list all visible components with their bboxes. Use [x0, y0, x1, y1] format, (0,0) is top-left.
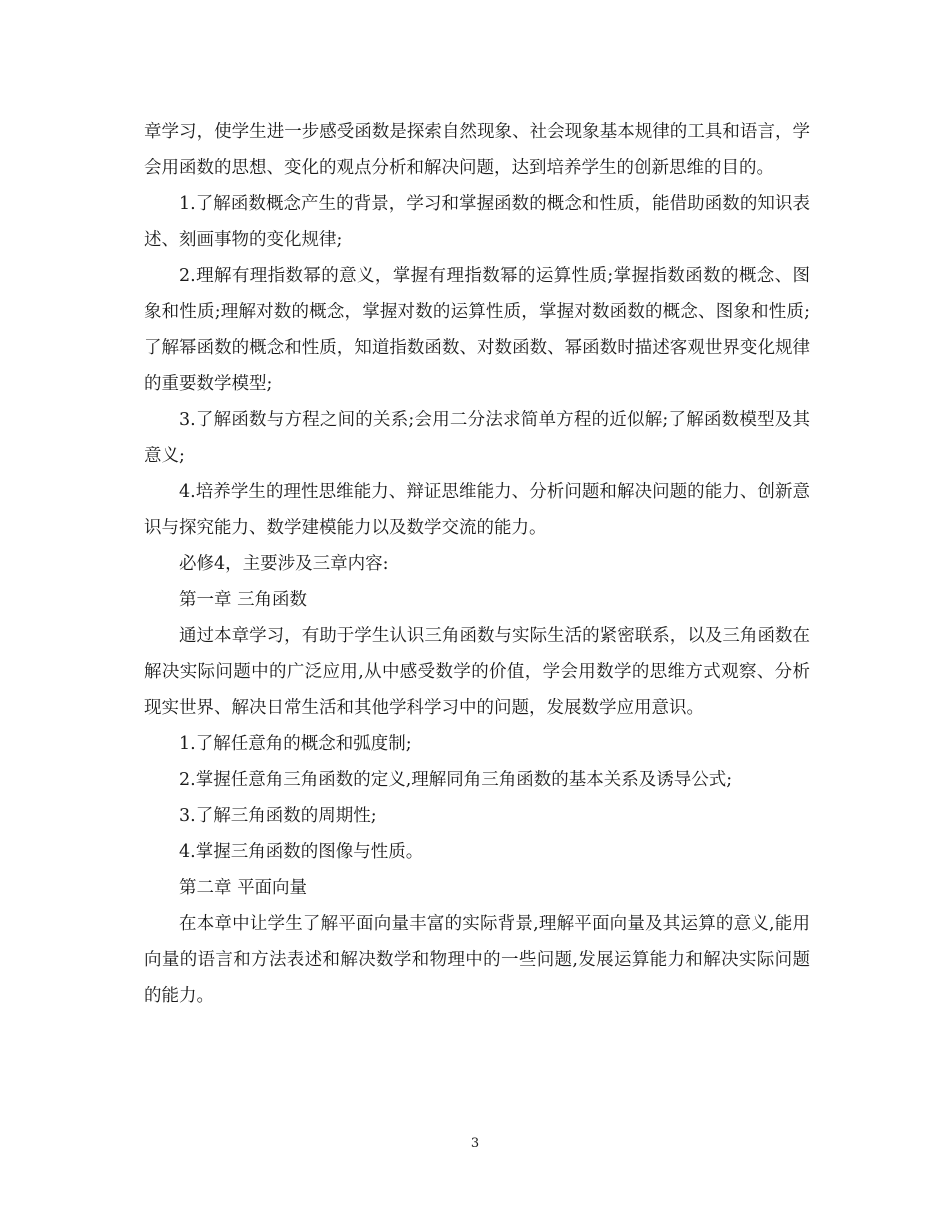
paragraph: 通过本章学习，有助于学生认识三角函数与实际生活的紧密联系，以及三角函数在解决实际问题中的广泛应用,从中感受数学的价值，学会用数学的思维方式观察、分析现实世界、解决日常生活和其他学科学习中的问题，发展数学应用意识。 — [144, 626, 810, 718]
paragraph: 4.掌握三角函数的图像与性质。 — [179, 842, 424, 862]
paragraph: 2.理解有理指数幂的意义，掌握有理指数幂的运算性质;掌握指数函数的概念、图象和性质;理解对数的概念，掌握对数的运算性质，掌握对数函数的概念、图象和性质;了解幂函数的概念和性质，知道指数函数、对数函数、幂函数时描述客观世界变化规律的重要数学模型; — [144, 266, 810, 394]
paragraph: 3.了解函数与方程之间的关系;会用二分法求简单方程的近似解;了解函数模型及其意义; — [144, 410, 810, 466]
paragraph: 3.了解三角函数的周期性; — [179, 806, 377, 826]
paragraph: 1.了解函数概念产生的背景，学习和掌握函数的概念和性质，能借助函数的知识表述、刻画事物的变化规律; — [144, 194, 810, 250]
paragraph: 必修4，主要涉及三章内容: — [179, 554, 389, 574]
page-body — [144, 114, 810, 1014]
paragraph: 2.掌握任意角三角函数的定义,理解同角三角函数的基本关系及诱导公式; — [179, 770, 733, 790]
paragraph: 1.了解任意角的概念和弧度制; — [179, 734, 412, 754]
chapter-heading: 第一章 三角函数 — [179, 590, 308, 610]
page-number: 3 — [470, 1136, 480, 1151]
chapter-heading: 第二章 平面向量 — [179, 878, 308, 898]
paragraph: 4.培养学生的理性思维能力、辩证思维能力、分析问题和解决问题的能力、创新意识与探究能力、数学建模能力以及数学交流的能力。 — [144, 482, 810, 538]
paragraph: 章学习，使学生进一步感受函数是探索自然现象、社会现象基本规律的工具和语言，学会用函数的思想、变化的观点分析和解决问题，达到培养学生的创新思维的目的。 — [144, 122, 810, 178]
paragraph: 在本章中让学生了解平面向量丰富的实际背景,理解平面向量及其运算的意义,能用向量的语言和方法表述和解决数学和物理中的一些问题,发展运算能力和解决实际问题的能力。 — [144, 914, 810, 1006]
